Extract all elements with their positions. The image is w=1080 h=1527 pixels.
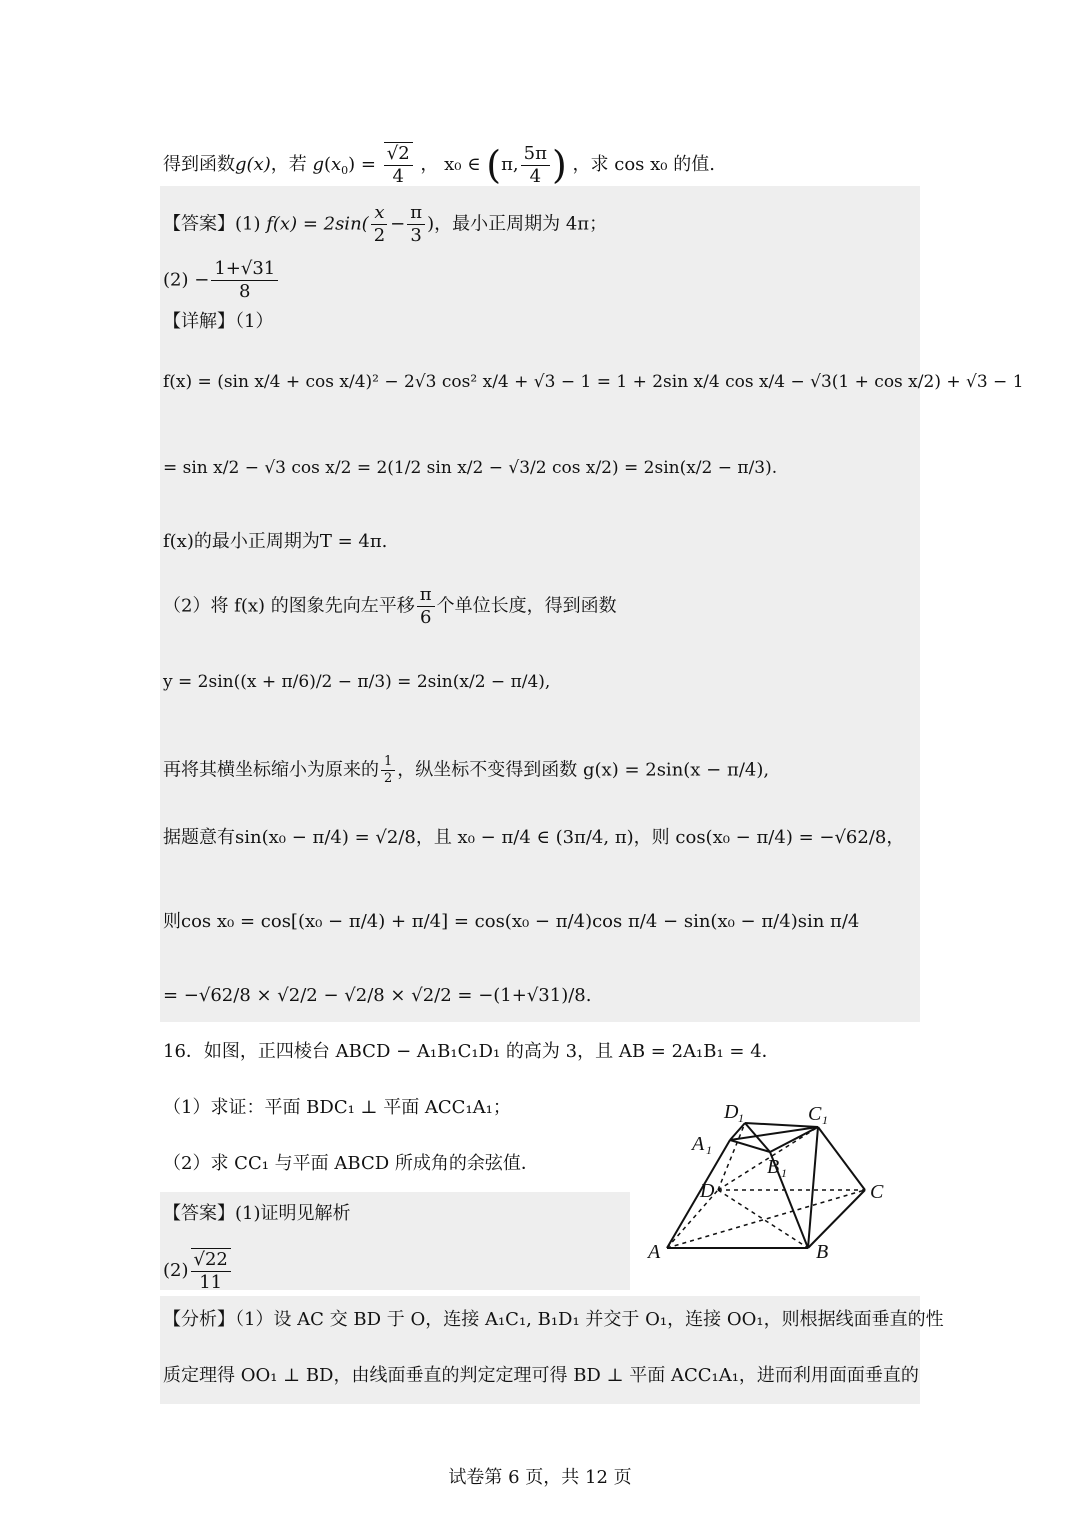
q16-answer-line2: (2) $\frac{√22}{11}$: [163, 1248, 233, 1294]
label-B1-sub: 1: [781, 1166, 787, 1180]
label-B1: B: [767, 1156, 780, 1178]
frustum-figure: [640, 1090, 900, 1270]
label-C1: C: [808, 1103, 822, 1125]
q15-by-line: 据题意有sin(x₀ − π/4) = √2/8，且 x₀ − π/4 ∈ (3π/4, π)，则 cos(x₀ − π/4) = −√62/8，: [163, 827, 905, 848]
label-D1-sub: 1: [738, 1111, 744, 1125]
q15-answer-line2: (2) − $\frac{1+√31}{8}$: [163, 258, 280, 303]
label-D: D: [700, 1180, 715, 1202]
label-C1-sub: 1: [822, 1113, 828, 1127]
q16-part2: （2）求 CC₁ 与平面 ABCD 所成角的余弦值．: [163, 1153, 539, 1174]
q15-detail-label: 【详解】（1）: [163, 311, 274, 332]
q15-tail-line: 得到函数g(x)，若 $g(x_0)$ = $\frac{√2}{4}$ ， x₀ ∈ (π, $\frac{5\pi}{4}$ ) ，求 cos x₀ 的值.: [163, 142, 715, 187]
q16-analysis-line1: 【分析】（1）设 AC 交 BD 于 O，连接 A₁C₁, B₁D₁ 并交于 O₁，连接 OO₁，则根据线面垂直的性: [163, 1309, 944, 1330]
q15-shift-line: （2）将 f(x) 的图象先向左平移 $\frac{\pi}{6}$ 个单位长度，得到函数: [163, 584, 617, 628]
label-A: A: [648, 1241, 661, 1263]
q16-stem: 16．如图，正四棱台 ABCD − A₁B₁C₁D₁ 的高为 3，且 AB = 2A₁B₁ = 4．: [163, 1041, 780, 1062]
q16-analysis-line2: 质定理得 OO₁ ⊥ BD，由线面垂直的判定定理可得 BD ⊥ 平面 ACC₁A₁，进而利用面面垂直的: [163, 1365, 919, 1386]
q15-answer-line1: 【答案】(1) f(x) = 2sin( $\frac{x}{2}$ − $\frac{\pi}{3}$ )，最小正周期为 4π；: [163, 202, 608, 246]
q16-part1: （1）求证：平面 BDC₁ ⊥ 平面 ACC₁A₁；: [163, 1097, 511, 1118]
label-B: B: [816, 1241, 829, 1263]
q15-y-eq: y = 2sin((x + π/6)/2 − π/3) = 2sin(x/2 − π/4),: [163, 672, 551, 692]
q15-then-line: 则cos x₀ = cos[(x₀ − π/4) + π/4] = cos(x₀ − π/4)cos π/4 − sin(x₀ − π/4)sin π/4: [163, 911, 860, 932]
label-C: C: [870, 1181, 884, 1203]
q15-final-line: = −√62/8 × √2/2 − √2/8 × √2/2 = −(1+√31)/8.: [163, 985, 592, 1006]
q16-answer-line1: 【答案】(1)证明见解析: [163, 1203, 351, 1224]
page-footer: 试卷第 6 页，共 12 页: [448, 1467, 632, 1488]
q15-period: f(x)的最小正周期为T = 4π.: [163, 531, 388, 552]
q15-detail-eq2: = sin x/2 − √3 cos x/2 = 2(1/2 sin x/2 − √3/2 cos x/2) = 2sin(x/2 − π/3).: [163, 458, 778, 478]
label-A1-sub: 1: [706, 1143, 712, 1157]
q15-shrink-line: 再将其横坐标缩小为原来的 $\frac{1}{2}$ ，纵坐标不变得到函数 g(x) = 2sin(x − π/4),: [163, 754, 770, 786]
label-A1: A: [692, 1133, 705, 1155]
label-D1: D: [724, 1101, 739, 1123]
q15-detail-eq1: f(x) = (sin x/4 + cos x/4)² − 2√3 cos² x/4 + √3 − 1 = 1 + 2sin x/4 cos x/4 − √3(1 + cos x/2) + √3 − 1: [163, 372, 1024, 392]
